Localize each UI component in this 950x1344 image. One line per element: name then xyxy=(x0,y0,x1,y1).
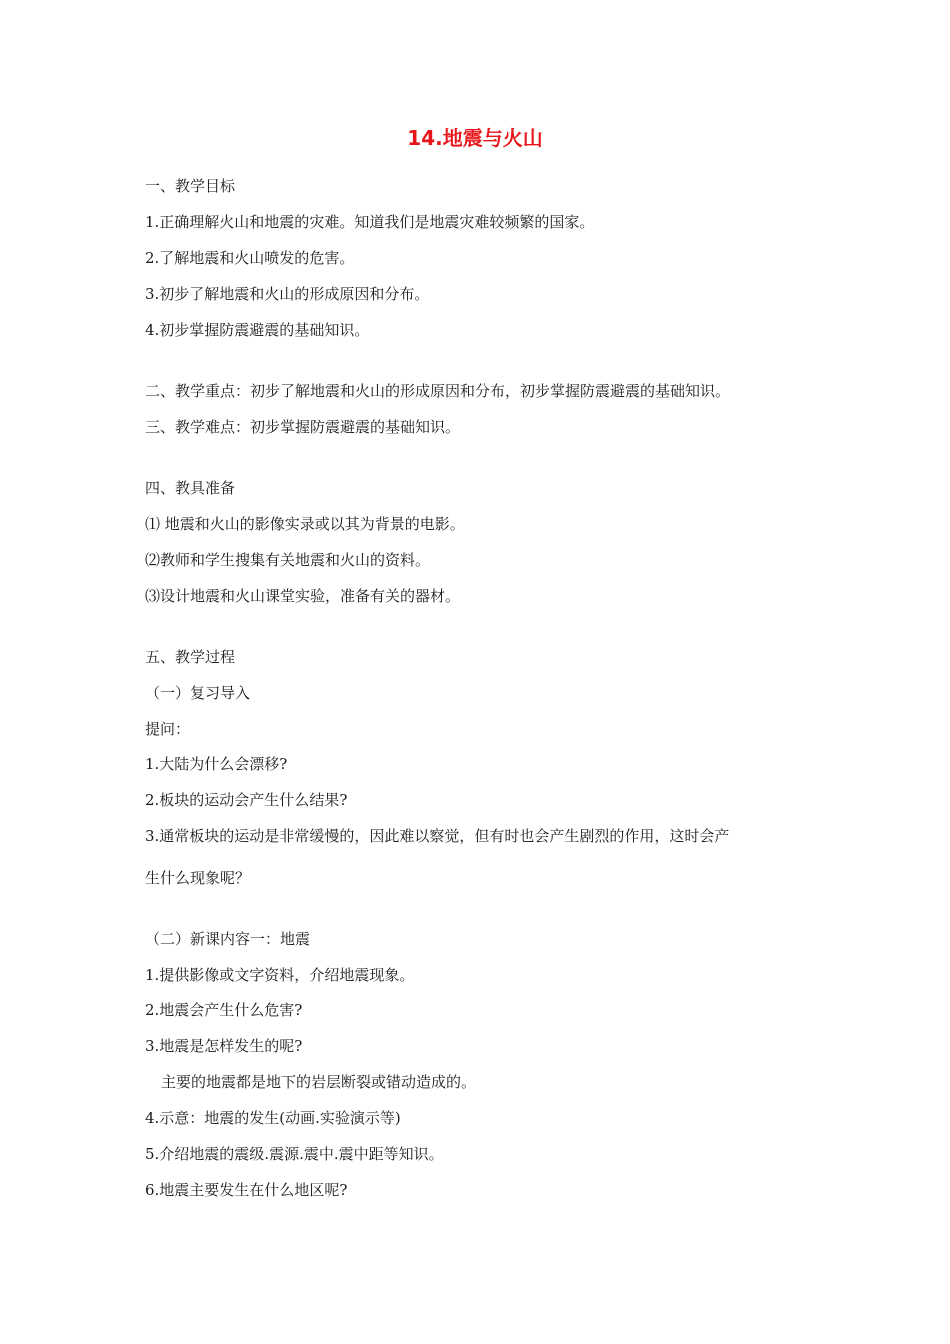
materials-item: ⑶设计地震和火山课堂实验，准备有关的器材。 xyxy=(145,587,461,605)
subsection-review: （一）复习导入 xyxy=(145,684,251,702)
subsection-earthquake: （二）新课内容一：地震 xyxy=(145,930,311,948)
lesson-item: 5.介绍地震的震级.震源.震中.震中距等知识。 xyxy=(145,1145,444,1163)
lesson-item: 1.提供影像或文字资料，介绍地震现象。 xyxy=(145,966,415,984)
lesson-answer: 主要的地震都是地下的岩层断裂或错动造成的。 xyxy=(161,1073,477,1091)
materials-item: ⑵教师和学生搜集有关地震和火山的资料。 xyxy=(145,551,431,569)
lesson-item: 6.地震主要发生在什么地区呢? xyxy=(145,1181,348,1199)
question-item: 1.大陆为什么会漂移? xyxy=(145,755,288,773)
question-label: 提问： xyxy=(145,720,191,738)
objective-item: 3.初步了解地震和火山的形成原因和分布。 xyxy=(145,285,430,303)
section-heading-materials: 四、教具准备 xyxy=(145,479,236,497)
section-heading-objectives: 一、教学目标 xyxy=(145,177,236,195)
objective-item: 4.初步掌握防震避震的基础知识。 xyxy=(145,321,370,339)
question-item-continued: 生什么现象呢？ xyxy=(145,869,251,887)
section-key-points: 二、教学重点：初步了解地震和火山的形成原因和分布，初步掌握防震避震的基础知识。 xyxy=(145,382,731,400)
lesson-item: 2.地震会产生什么危害? xyxy=(145,1001,303,1019)
question-item: 3.通常板块的运动是非常缓慢的，因此难以察觉，但有时也会产生剧烈的作用，这时会产 xyxy=(145,827,730,845)
objective-item: 1.正确理解火山和地震的灾难。知道我们是地震灾难较频繁的国家。 xyxy=(145,213,595,231)
section-heading-process: 五、教学过程 xyxy=(145,648,236,666)
question-item: 2.板块的运动会产生什么结果? xyxy=(145,791,348,809)
document-title: 14.地震与火山 xyxy=(407,126,543,150)
materials-item: ⑴ 地震和火山的影像实录或以其为背景的电影。 xyxy=(145,515,465,533)
objective-item: 2.了解地震和火山喷发的危害。 xyxy=(145,249,355,267)
section-difficulties: 三、教学难点：初步掌握防震避震的基础知识。 xyxy=(145,418,461,436)
lesson-item: 3.地震是怎样发生的呢? xyxy=(145,1037,303,1055)
lesson-item: 4.示意：地震的发生(动画.实验演示等) xyxy=(145,1109,401,1127)
